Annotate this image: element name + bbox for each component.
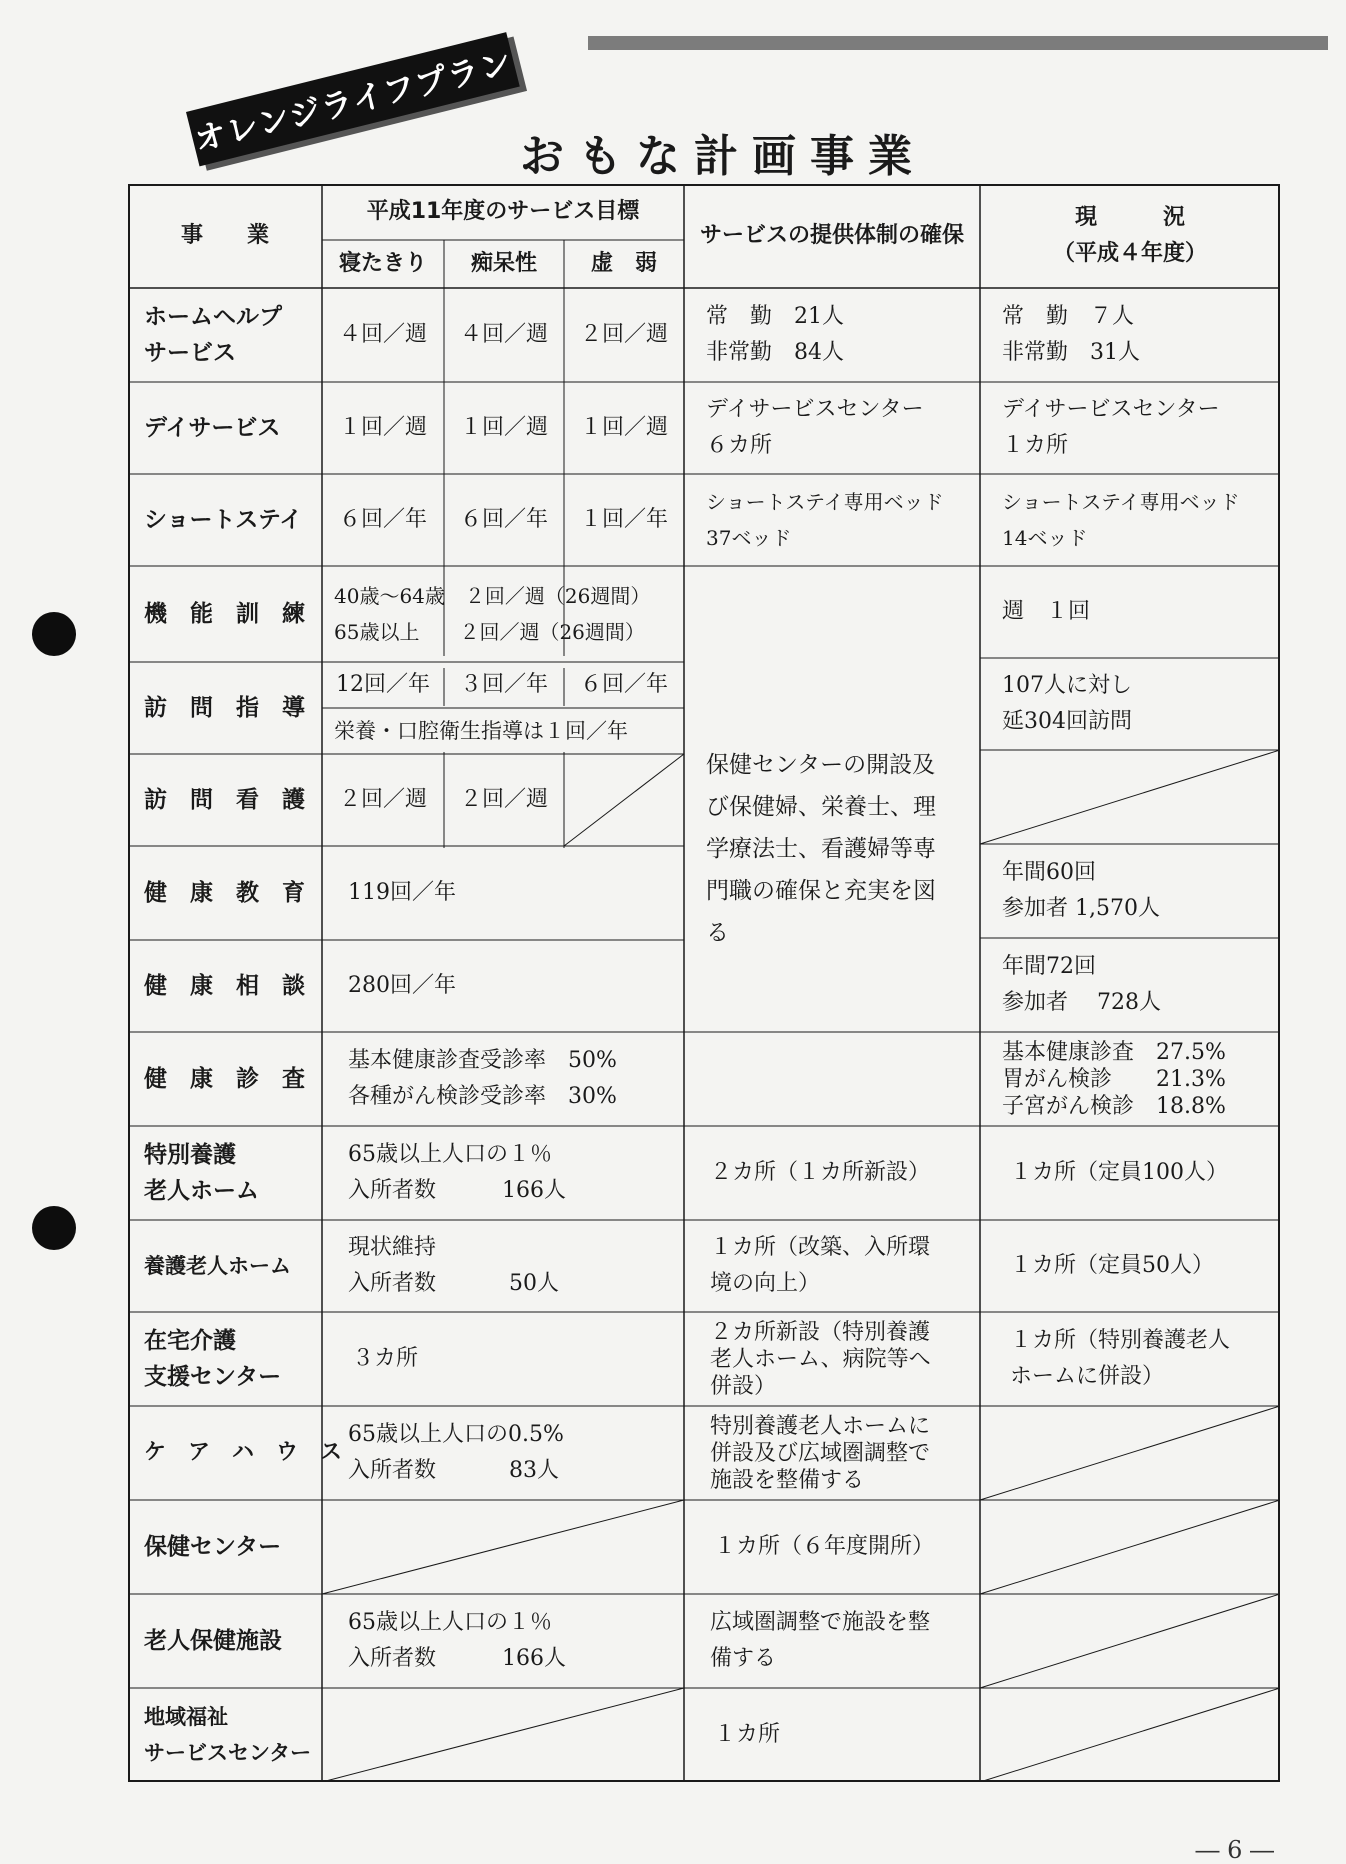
cell-target: 280回／年 — [348, 973, 456, 998]
cell-current: １カ所（定員100人） — [1010, 1160, 1228, 1185]
row-header-yougo: 養護老人ホーム — [144, 1254, 291, 1278]
cell-frail: １回／週 — [579, 415, 668, 440]
row-header-kyouiku: 健 康 教 育 — [144, 880, 305, 906]
row-header-homehelp: ホームヘルプ サービス — [144, 304, 282, 366]
cell-provision: 広域圏調整で施設を整 備する — [710, 1610, 931, 1671]
cell-dementia: ２回／週 — [459, 787, 548, 812]
row-header-carehouse: ケ ア ハ ウ ス — [144, 1440, 343, 1465]
cell-frail: １回／年 — [579, 507, 668, 532]
cell-provision: ２カ所新設（特別養護 老人ホーム、病院等へ 併設） — [710, 1319, 931, 1399]
cell-dementia: ３回／年 — [459, 672, 548, 697]
cell-provision: ２カ所（１カ所新設） — [710, 1160, 931, 1185]
row-header-kinou: 機 能 訓 練 — [144, 601, 305, 627]
cell-target: 65歳以上人口の１％ 入所者数 166人 — [348, 1610, 566, 1671]
binder-hole — [32, 1206, 76, 1250]
row-header-dayservice: デイサービス — [144, 415, 281, 441]
col-header-dementia: 痴呆性 — [470, 251, 537, 276]
col-header-current: 現 況 （平成４年度） — [1052, 205, 1207, 266]
cell-target: 40歳～64歳 ２回／週（26週間） 65歳以上 ２回／週（26週間） — [334, 584, 651, 644]
binder-hole — [32, 612, 76, 656]
cell-health-provision: 保健センターの開設及 び保健婦、栄養士、理 学療法士、看護婦等専 門職の確保と充実を図 る — [706, 752, 936, 946]
cell-provision: １カ所（改築、入所環 境の向上） — [710, 1235, 931, 1296]
cell-provision: ショートステイ専用ベッド 37ベッド — [706, 490, 944, 550]
banner-text: オレンジライフプラン — [190, 43, 517, 160]
cell-current: 基本健康診査 27.5% 胃がん検診 21.3% 子宮がん検診 18.8% — [1002, 1039, 1226, 1119]
cell-bedridden: １回／週 — [338, 415, 427, 440]
cell-bedridden: ４回／週 — [338, 322, 427, 347]
page-number: ― 6 ― — [1195, 1836, 1274, 1864]
header-bar — [588, 36, 1328, 50]
cell-frail: ６回／年 — [579, 672, 668, 697]
cell-frail: ２回／週 — [579, 322, 668, 347]
cell-provision: 特別養護老人ホームに 併設及び広域圏調整で 施設を整備する — [710, 1413, 931, 1493]
cell-target: 65歳以上人口の0.5% 入所者数 83人 — [348, 1422, 564, 1483]
cell-target: 基本健康診査受診率 50% 各種がん検診受診率 30% — [348, 1048, 617, 1109]
row-header-houmon-kango: 訪 問 看 護 — [144, 787, 305, 813]
plan-table — [128, 184, 1280, 1782]
cell-current: デイサービスセンター １カ所 — [1002, 397, 1220, 458]
col-header-business: 事 業 — [180, 223, 269, 248]
page-title: おもな計画事業 — [520, 131, 926, 182]
cell-current: 年間60回 参加者 1,570人 — [1002, 860, 1160, 921]
cell-current: 週 １回 — [1002, 599, 1091, 624]
cell-bedridden: 12回／年 — [336, 672, 430, 697]
cell-current: 常 勤 ７人 非常勤 31人 — [1002, 304, 1140, 365]
row-header-houmon-shidou: 訪 問 指 導 — [144, 695, 305, 721]
cell-bedridden: ６回／年 — [338, 507, 427, 532]
cell-dementia: １回／週 — [459, 415, 548, 440]
row-header-roujin-hoken: 老人保健施設 — [144, 1628, 282, 1654]
row-header-shinsa: 健 康 診 査 — [144, 1066, 305, 1092]
cell-current: 年間72回 参加者 728人 — [1002, 954, 1161, 1015]
cell-target: ３カ所 — [352, 1346, 419, 1371]
col-header-provision: サービスの提供体制の確保 — [699, 223, 964, 248]
col-header-bedridden: 寝たきり — [338, 251, 427, 276]
cell-current: 107人に対し 延304回訪問 — [1002, 673, 1132, 734]
cell-provision: １カ所 — [714, 1722, 781, 1747]
row-header-shortstay: ショートステイ — [144, 507, 303, 533]
cell-provision: デイサービスセンター ６カ所 — [706, 397, 924, 458]
row-header-chiiki: 地域福祉 サービスセンター — [144, 1705, 312, 1765]
cell-target: 119回／年 — [348, 880, 456, 905]
cell-current: １カ所（特別養護老人 ホームに併設） — [1010, 1328, 1231, 1389]
cell-target: 65歳以上人口の１％ 入所者数 166人 — [348, 1142, 566, 1203]
col-header-frail: 虚 弱 — [590, 251, 657, 276]
row-header-tokuyou: 特別養護 老人ホーム — [144, 1142, 259, 1204]
cell-dementia: ６回／年 — [459, 507, 548, 532]
cell-note: 栄養・口腔衛生指導は１回／年 — [334, 719, 628, 743]
cell-current: ショートステイ専用ベッド 14ベッド — [1002, 490, 1240, 550]
col-header-target: 平成11年度のサービス目標 — [366, 199, 640, 224]
plan-banner — [186, 32, 520, 166]
cell-provision: １カ所（６年度開所） — [714, 1534, 935, 1559]
cell-dementia: ４回／週 — [459, 322, 548, 347]
cell-provision: 常 勤 21人 非常勤 84人 — [706, 304, 844, 365]
row-header-soudan: 健 康 相 談 — [144, 973, 305, 999]
cell-current: １カ所（定員50人） — [1010, 1253, 1214, 1278]
row-header-hoken-center: 保健センター — [144, 1534, 282, 1560]
row-header-zaitaku: 在宅介護 支援センター — [144, 1328, 282, 1390]
cell-bedridden: ２回／週 — [338, 787, 427, 812]
cell-target: 現状維持 入所者数 50人 — [348, 1235, 559, 1296]
